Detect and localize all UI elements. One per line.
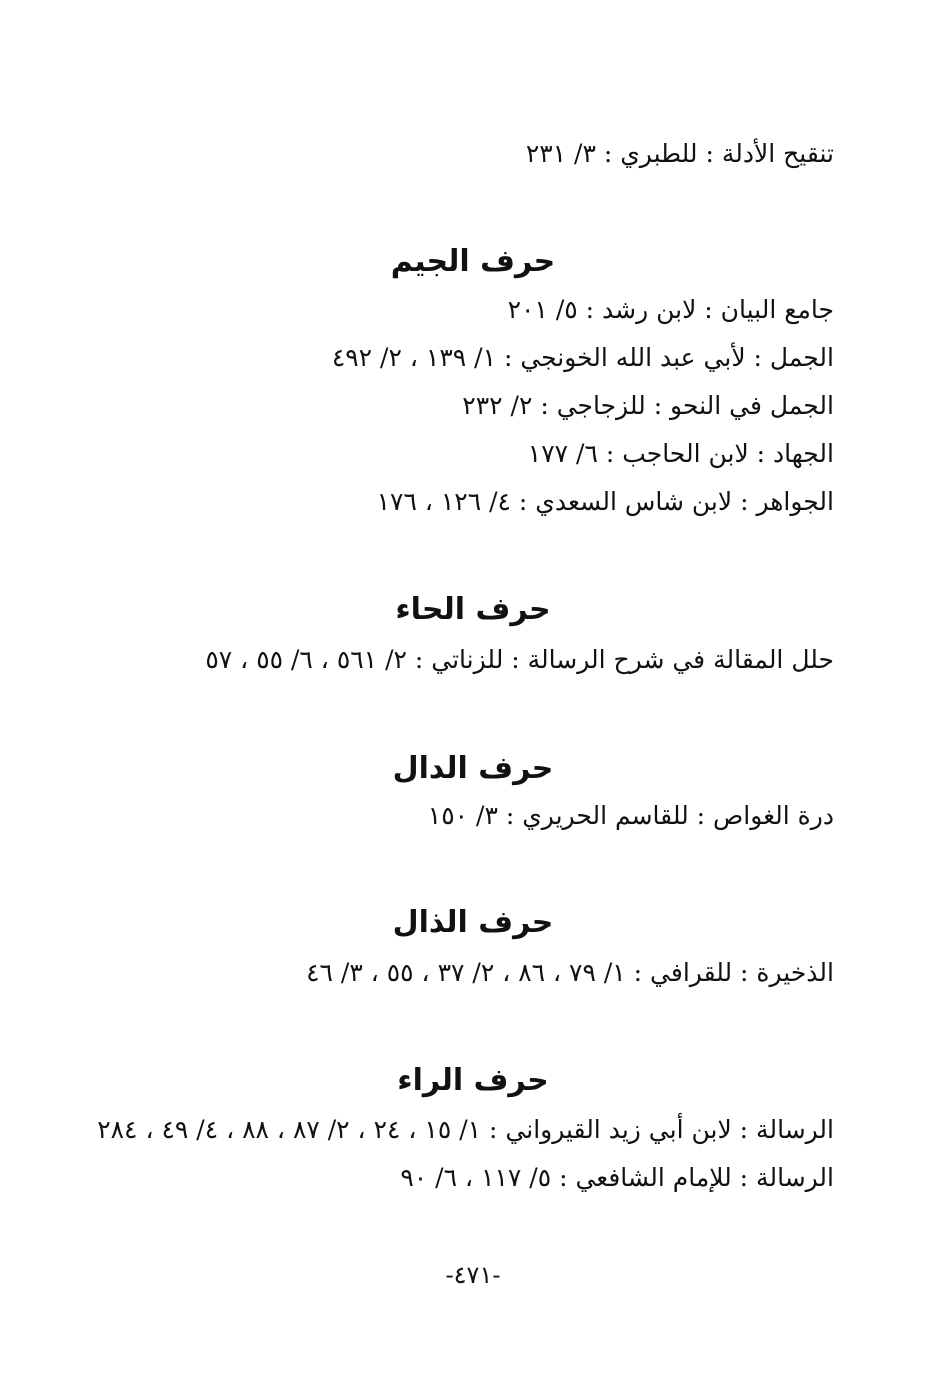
index-entry: الجمل : لأبي عبد الله الخونجي : ١/ ١٣٩ ، ٢/ ٤٩٢ [331,343,834,372]
section-heading-dal: حرف الدال [392,751,554,786]
index-entry: الذخيرة : للقرافي : ١/ ٧٩ ، ٨٦ ، ٢/ ٣٧ ، ٥٥ ، ٣/ ٤٦ [306,958,834,987]
index-entry: الجواهر : لابن شاس السعدي : ٤/ ١٢٦ ، ١٧٦ [376,487,834,516]
section-heading-dhal: حرف الذال [392,905,554,940]
index-entry: الرسالة : للإمام الشافعي : ٥/ ١١٧ ، ٦/ ٩٠ [400,1163,834,1192]
index-entry: درة الغواص : للقاسم الحريري : ٣/ ١٥٠ [427,801,834,830]
index-entry: الرسالة : لابن أبي زيد القيرواني : ١/ ١٥ ، ٢٤ ، ٢/ ٨٧ ، ٨٨ ، ٤/ ٤٩ ، ٢٨٤ [97,1115,834,1144]
index-entry: حلل المقالة في شرح الرسالة : للزناتي : ٢/ ٥٦١ ، ٦/ ٥٥ ، ٥٧ [205,645,834,674]
section-heading-jim: حرف الجيم [390,244,556,279]
index-entry: جامع البيان : لابن رشد : ٥/ ٢٠١ [507,295,834,324]
index-entry: الجهاد : لابن الحاجب : ٦/ ١٧٧ [527,439,834,468]
section-heading-ra: حرف الراء [397,1063,549,1098]
index-entry: تنقيح الأدلة : للطبري : ٣/ ٢٣١ [525,139,834,168]
section-heading-ha: حرف الحاء [395,592,551,627]
page-number: -٤٧١- [445,1261,501,1289]
index-entry: الجمل في النحو : للزجاجي : ٢/ ٢٣٢ [462,391,834,420]
